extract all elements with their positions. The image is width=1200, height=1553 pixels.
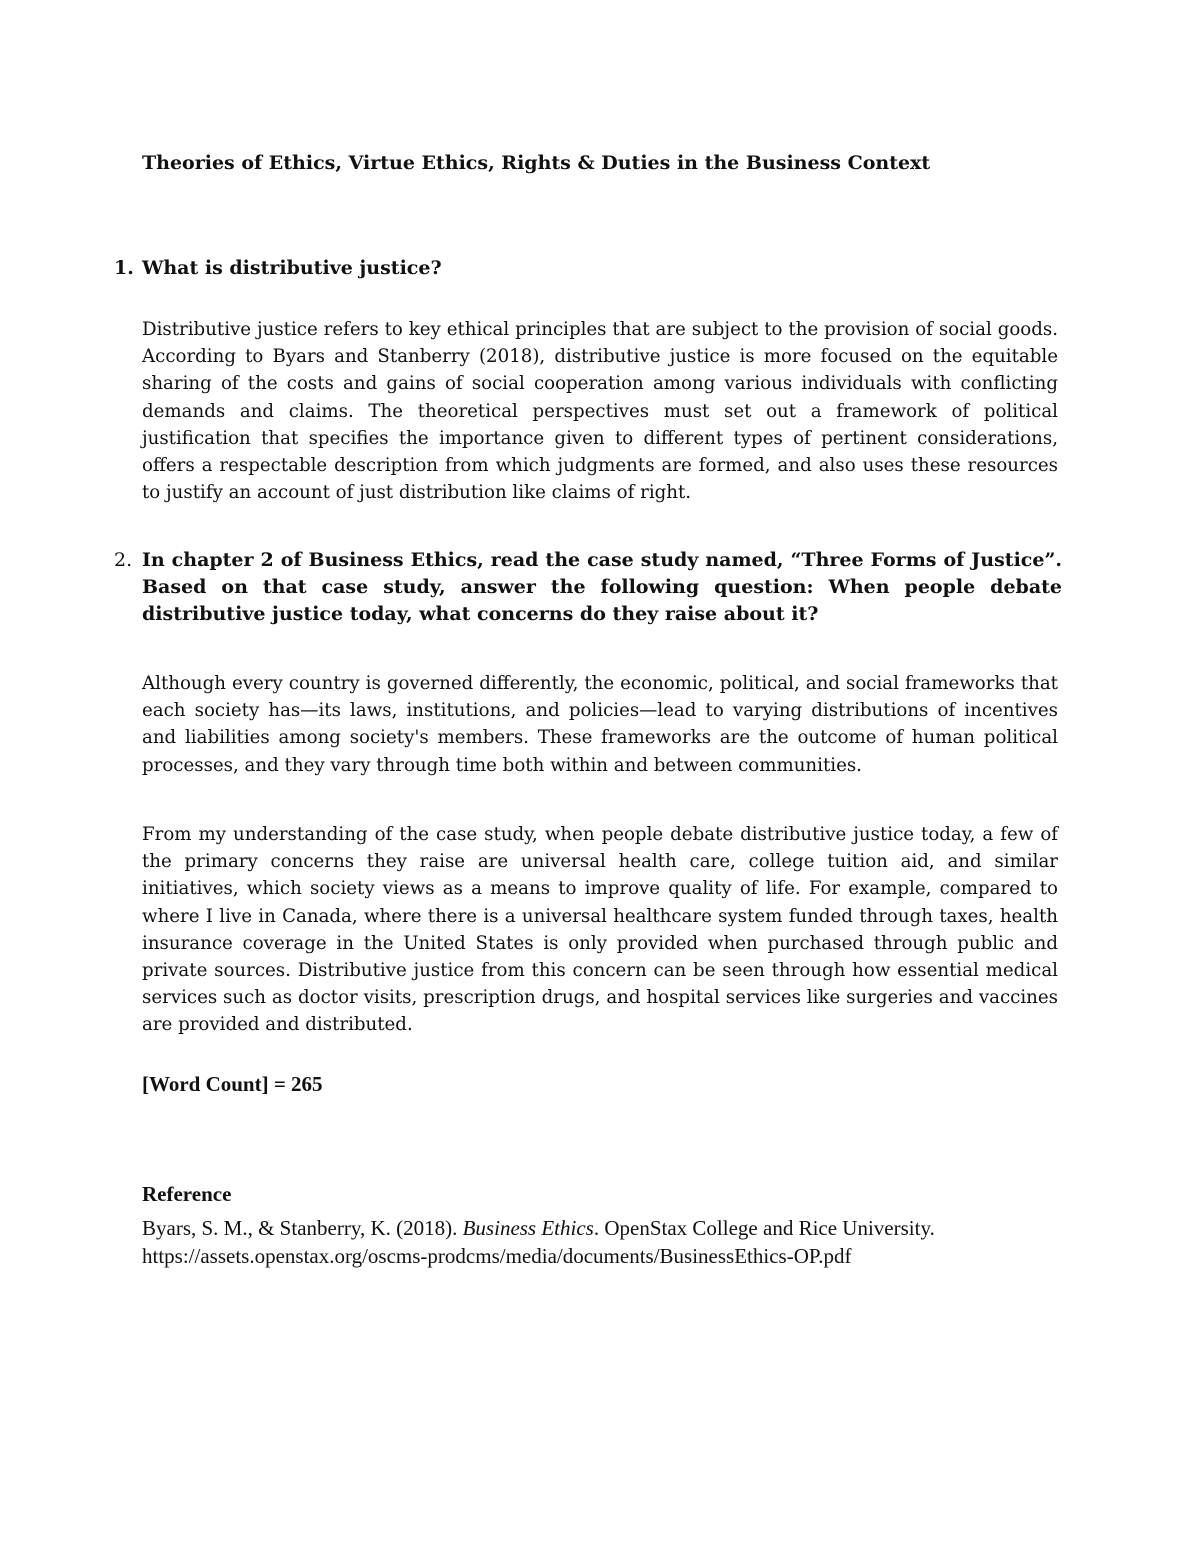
- word-count: [Word Count] = 265: [142, 1072, 323, 1096]
- document-title: Theories of Ethics, Virtue Ethics, Rights & Duties in the Business Context: [142, 152, 931, 174]
- question-2-number: 2.: [114, 549, 133, 571]
- reference-book-title: Business Ethics: [462, 1216, 594, 1240]
- question-1: [114, 255, 1062, 282]
- answer-2-paragraph-2: From my understanding of the case study, when people debate distributive justice today, a few of the primary concerns they raise are universal health care, college tuition aid, and similar initiatives, which society views as a means to improve quality of life. For example, compared to where I live in Canada, where there is a universal healthcare system funded through taxes, health insurance coverage in the United States is only provided when purchased through public and private sources. Distributive justice from this concern can be seen through how essential medical services such as doctor visits, prescription drugs, and hospital services like surgeries and vaccines are provided and distributed.: [142, 824, 1058, 1036]
- question-1-number: 1.: [114, 257, 134, 279]
- answer-2-paragraph-1: Although every country is governed differently, the economic, political, and social frameworks that each society has—its laws, institutions, and policies—lead to varying distributions of incentives and liabilities among society's members. These frameworks are the outcome of human political processes, and they vary through time both within and between communities.: [142, 673, 1058, 776]
- reference-publisher: . OpenStax College and Rice University.: [593, 1216, 935, 1240]
- reference-authors-year: Byars, S. M., & Stanberry, K. (2018).: [142, 1216, 463, 1240]
- reference-citation-line: [142, 1214, 1062, 1242]
- reference-entry: [142, 1214, 1062, 1270]
- question-1-text: What is distributive justice?: [142, 257, 442, 279]
- question-2-text: In chapter 2 of Business Ethics, read the case study named, “Three Forms of Justice”. Based on that case study, answer the following question: When people debate distributive justice today, what concerns do they raise about it?: [142, 549, 1062, 625]
- reference-heading: Reference: [142, 1182, 232, 1206]
- reference-url[interactable]: https://assets.openstax.org/oscms-prodcms/media/documents/BusinessEthics-OP.pdf: [142, 1244, 852, 1268]
- question-2: [114, 547, 1062, 628]
- answer-1-paragraph: Distributive justice refers to key ethical principles that are subject to the provision of social goods. According to Byars and Stanberry (2018), distributive justice is more focused on the equitable sharing of the costs and gains of social cooperation among various individuals with conflicting demands and claims. The theoretical perspectives must set out a framework of political justification that specifies the importance given to different types of pertinent considerations, offers a respectable description from which judgments are formed, and also uses these resources to justify an account of just distribution like claims of right.: [142, 319, 1058, 504]
